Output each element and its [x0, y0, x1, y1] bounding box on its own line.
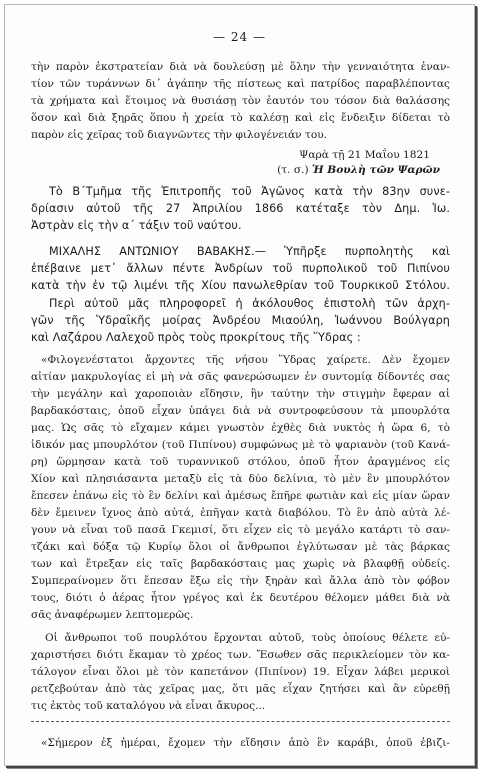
text-line: τάλογον εἶναι ὅλοι μὲ τὸν καπετάνον (Πιπίνον) 19. Εἶχαν λάβει μερικοὶ: [31, 666, 450, 678]
text-line: κατὰ τὴν ἐν τῷ λιμένι τῆς Χίου πανωλεθρίαν τοῦ Τουρκικοῦ Στόλου.: [31, 279, 450, 292]
text-line: ἔπεσεν ἐπάνω εἰς τὸ ἓν δελίνι καὶ ἀμέσως ἔπῆρε φωτιὰν καὶ εἰς μίαν ὥραν: [31, 490, 450, 502]
text-line: «Φιλογενέστατοι ἄρχοντες τῆς νήσου Ὕδρας χαίρετε. Δὲν ἔχομεν: [41, 354, 450, 366]
text-line: αἰτίαν μακρυλογίας εἰ μὴ νὰ σᾶς φανερώσωμεν ἐν συντομίᾳ δίδοντές σας: [31, 371, 450, 383]
text-line: γουν νὰ εἶναι τοῦ πασᾶ Γκεμισί, ὅτι εἶχεν εἰς τὸ μεγάλο κατάρτι τὸ σαν-: [31, 524, 450, 536]
seal-mark: (τ. σ.): [277, 164, 309, 176]
text-line: γῶν τῆς Ὑδραΐκῆς μοίρας Ἀνδρέου Μιαούλη, Ἰωάννου Βούλγαρη: [31, 314, 450, 327]
signature-line: [31, 163, 440, 177]
text-line: δὲν ἔμεινεν ἴχνος ἀπὸ αὐτά, ἐπῆγαν κατὰ διαβόλου. Τὸ ἓν ἀπὸ αὐτὰ λέ-: [31, 507, 450, 519]
text-line: καὶ Λαζάρου Λαλεχοῦ πρὸς τοὺς προκρίτους τῆς Ὕδρας :: [31, 331, 361, 344]
text-line: ἐπέβαινε μετ᾿ ἄλλων πέντε Ἀνδρίων τοῦ πυρπολικοῦ τοῦ Πιπίνου: [31, 262, 450, 275]
section-heading: ΜΙΧΑΛΗΣ ΑΝΤΩΝΙΟΥ ΒΑΒΑΚΗΣ.— Ὑπῆρξε πυρπολητὴς καὶ: [49, 245, 450, 258]
text-line: δρίασιν αὐτοῦ τῆς 27 Ἀπριλίου 1866 κατέταξε τὸν Δημ. Ἰω.: [31, 202, 450, 215]
text-line: Χίον καὶ πλησιάσαντα μεταξὺ εἰς τὰ δύο δελίνια, τὸ μὲν ἓν μπουρλότον: [31, 473, 450, 485]
text-line: τὰ χρήματα καὶ ἕτοιμος νὰ θυσιάσῃ τὸν ἑαυτόν του τόσον διὰ θαλάσσης: [31, 95, 450, 107]
date-line: Ψαρὰ τῇ 21 Μαΐου 1821: [299, 149, 430, 161]
text-line: τους, διότι ὁ ἀέρας ἦτον γρέγος καὶ ἐκ δευτέρου θέλομεν μάθει διὰ νὰ: [31, 592, 450, 604]
text-line: τίον τῶν τυράννων δι᾿ ἀγάπην τῆς πίστεως καὶ πατρίδος παραβλέποντας: [31, 78, 450, 90]
text-line: παρὸν εἰς χεῖρας τοῦ διαγνῶντες τὴν φιλογένειάν του.: [31, 129, 328, 141]
section-divider: [31, 721, 450, 722]
text-line: μας. Ὡς σᾶς τὸ εἴχαμεν κάμει γνωστὸν ἐχθὲς διὰ νυκτὸς ἡ ὥρα 6, τὸ: [31, 422, 450, 434]
text-line: σᾶς ἀναφέρωμεν λεπτομερῶς.: [31, 609, 194, 621]
text-line: ἰδικόν μας μπουρλότον (τοῦ Πιπίνου) συμφώνως μὲ τὸ ψαριανὸν (τοῦ Κανά-: [31, 439, 450, 451]
text-line: τζάκι καὶ δόξα τῷ Κυρίῳ ὅλοι οἱ ἄνθρωποι ἐγλύτωσαν μὲ τὰς βάρκας: [31, 541, 450, 553]
text-line: ὅσον καὶ διὰ ξηρᾶς ὅπου ἡ χρεία τὸ καλέσῃ καὶ εἰς ἔνδειξιν δίδεται τὸ: [31, 112, 450, 124]
text-line: «Σήμερον ἐξ ἡμέραι, ἔχομεν τὴν εἴδησιν ἀπὸ ἓν καράβι, ὁποῦ ἐβιζι-: [41, 737, 450, 749]
text-line: χαριστήσει διότι ἔκαμαν τὸ χρέος των. Ἔσωθεν σᾶς περικλείομεν τὸν κα-: [31, 649, 450, 661]
text-line: Ἀστρὰν εἰς τὴν α΄ τάξιν τοῦ ναύτου.: [31, 219, 242, 232]
text-line: τὴν μεγάλην καὶ χαροποιὰν εἴδησιν, ἣν ταύτην τὴν στιγμὴν ἔφεραν αἱ: [31, 388, 450, 400]
text-line: τὴν παρὸν ἐκστρατείαν διὰ νὰ δουλεύσῃ μὲ ὅλην τὴν γενναιότητα ἐναν-: [31, 61, 450, 73]
text-line: ρη) ὥρμησαν κατὰ τοῦ τυραννικοῦ στόλου, ὁποῦ ἦτον ἀραγμένος εἰς: [31, 456, 450, 468]
signature: Ἡ Βουλὴ τῶν Ψαρῶν: [311, 164, 440, 176]
text-line: βαρδακόσταις, ὁποῦ εἶχαν ὑπάγει διὰ νὰ συντροφεύσουν τὰ μπουρλότα: [31, 405, 450, 417]
page-number: — 24 —: [213, 30, 266, 44]
text-line: των καὶ ἔτρεξαν εἰς ταῖς βαρδακόσταις μας χωρὶς νὰ βλαφθῇ οὐδείς.: [31, 558, 450, 570]
text-line: Οἱ ἄνθρωποι τοῦ πουρλότου ἔρχονται αὐτοῦ, τοὺς ὁποίους θέλετε εὐ-: [45, 632, 450, 644]
document-page: [4, 4, 475, 766]
text-line: ρετζεβούταν ἀπὸ τὰς χεῖρας μας, ὅτι μᾶς εἶχαν ζητήσει καὶ ἂν εὑρεθῇ: [31, 683, 450, 695]
text-line: Συμπεραίνομεν ὅτι ἔπεσαν ἔξω εἰς τὴν ξηρὰν καὶ ἄλλα ἀπὸ τὸν φόβον: [31, 575, 450, 587]
text-line: Περὶ αὐτοῦ μᾶς πληροφορεῖ ἡ ἀκόλουθος ἐπιστολὴ τῶν ἀρχη-: [49, 297, 450, 310]
text-line: Τὸ Β΄Τμῆμα τῆς Ἐπιτροπῆς τοῦ Ἀγῶνος κατὰ τὴν 83ην συνε-: [49, 185, 450, 198]
text-line: τις ἐκτὸς τοῦ καταλόγου νὰ εἶναι ἄκυρος...: [31, 700, 266, 712]
